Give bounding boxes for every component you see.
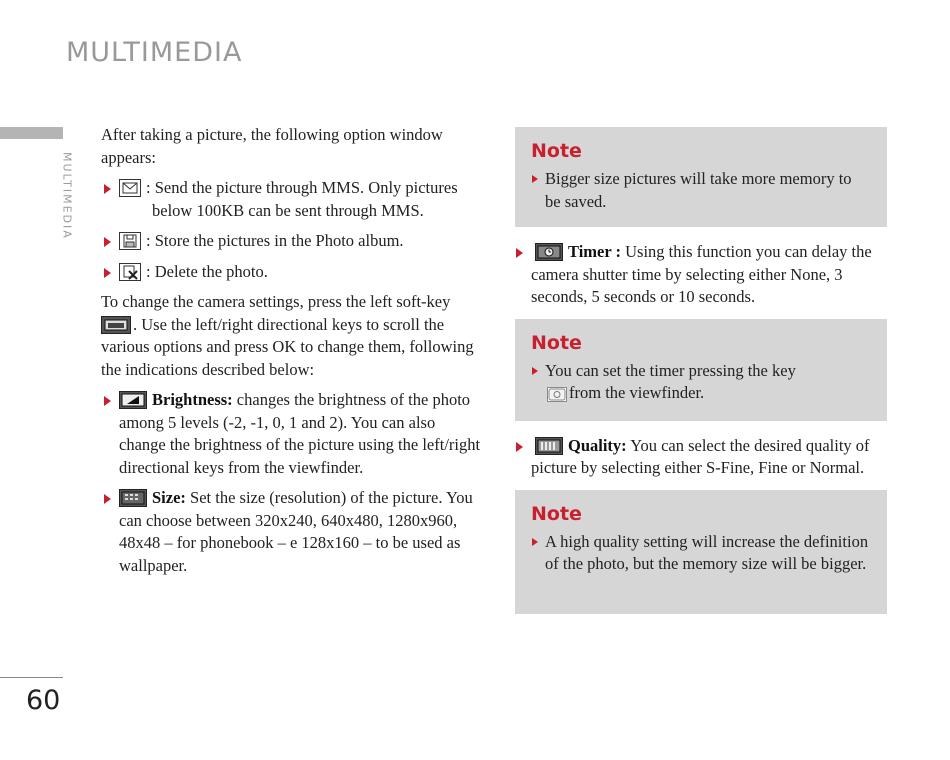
bullet-arrow-icon	[104, 268, 111, 278]
brightness-text: changes the brightness of the photo among 5 levels (-2, -1, 0, 1 and 2). You can also change the brightness of the picture using the left/right directional keys from the viewfinder.	[119, 390, 481, 477]
bullet-arrow-icon	[104, 396, 111, 406]
note-text-b: from the viewfinder.	[569, 383, 705, 402]
brightness-label: Brightness:	[152, 390, 233, 409]
quality-icon	[535, 437, 563, 455]
quality-text: You can select the desired quality of picture by selecting either S-Fine, Fine or Normal.	[531, 435, 870, 477]
bullet-arrow-icon	[104, 184, 111, 194]
note-title: Note	[531, 140, 582, 162]
size-label: Size:	[152, 488, 186, 507]
page-header-title: MULTIMEDIA	[66, 37, 243, 68]
timer-text: Using this function you can delay the camera shutter time by selecting either None, 3 seconds, 5 seconds or 10 seconds.	[531, 242, 872, 306]
intro-paragraph: After taking a picture, the following option window appears:	[101, 125, 443, 167]
bullet-arrow-icon	[532, 367, 538, 375]
note-bullet	[531, 168, 871, 213]
size-text: Set the size (resolution) of the picture. You can choose between 320x240, 640x480, 1280x960, 48x48 – for phonebook – e 128x160 – to be used as wallpaper.	[119, 488, 473, 575]
right-column	[515, 127, 887, 614]
bullet-arrow-icon	[516, 248, 523, 258]
left-column	[101, 124, 481, 585]
note-title: Note	[531, 331, 582, 354]
option-store	[101, 230, 481, 253]
note-bullet	[531, 360, 871, 405]
option-delete	[101, 261, 481, 284]
note-text: A high quality setting will increase the definition of the photo, but the memory size will be bigger.	[545, 531, 869, 573]
settings-text-b: . Use the left/right directional keys to scroll the various options and press OK to change them, following the indications described below:	[101, 314, 474, 379]
quality-label: Quality:	[568, 435, 627, 455]
option-send-text: : Send the picture through MMS. Only pictures	[146, 178, 458, 197]
brightness-item	[101, 389, 481, 479]
settings-paragraph	[101, 291, 481, 381]
settings-text-a: To change the camera settings, press the left soft-key	[101, 292, 451, 311]
option-store-text: : Store the pictures in the Photo album.	[146, 231, 404, 250]
brightness-icon	[119, 391, 147, 409]
bullet-arrow-icon	[532, 175, 538, 183]
timer-icon	[535, 243, 563, 261]
footer-divider	[0, 677, 63, 678]
note-text: Bigger size pictures will take more memory to be saved.	[545, 169, 852, 211]
option-send-text-2: below 100KB can be sent through MMS.	[152, 200, 424, 220]
bullet-arrow-icon	[104, 494, 111, 504]
side-bar-decoration	[0, 127, 63, 139]
bullet-arrow-icon	[516, 442, 523, 452]
option-delete-text: : Delete the photo.	[146, 261, 268, 281]
timer-key-icon	[547, 387, 567, 402]
note-box-timer	[515, 319, 887, 421]
size-item	[101, 487, 481, 577]
delete-photo-icon	[119, 263, 141, 281]
quality-item	[515, 435, 887, 480]
floppy-disk-icon	[119, 232, 141, 250]
note-box-size	[515, 127, 887, 227]
page-number: 60	[26, 685, 61, 716]
timer-item	[515, 241, 887, 309]
note-bullet	[531, 531, 871, 576]
envelope-icon	[119, 179, 141, 197]
soft-key-icon	[101, 316, 131, 334]
option-send-mms	[101, 177, 481, 222]
bullet-arrow-icon	[532, 538, 538, 546]
side-section-tab: MULTIMEDIA	[60, 152, 74, 240]
note-box-quality	[515, 490, 887, 614]
size-grid-icon	[119, 489, 147, 507]
bullet-arrow-icon	[104, 237, 111, 247]
timer-label: Timer :	[568, 242, 622, 261]
note-text-a: You can set the timer pressing the key	[545, 360, 796, 380]
note-title: Note	[531, 502, 582, 525]
